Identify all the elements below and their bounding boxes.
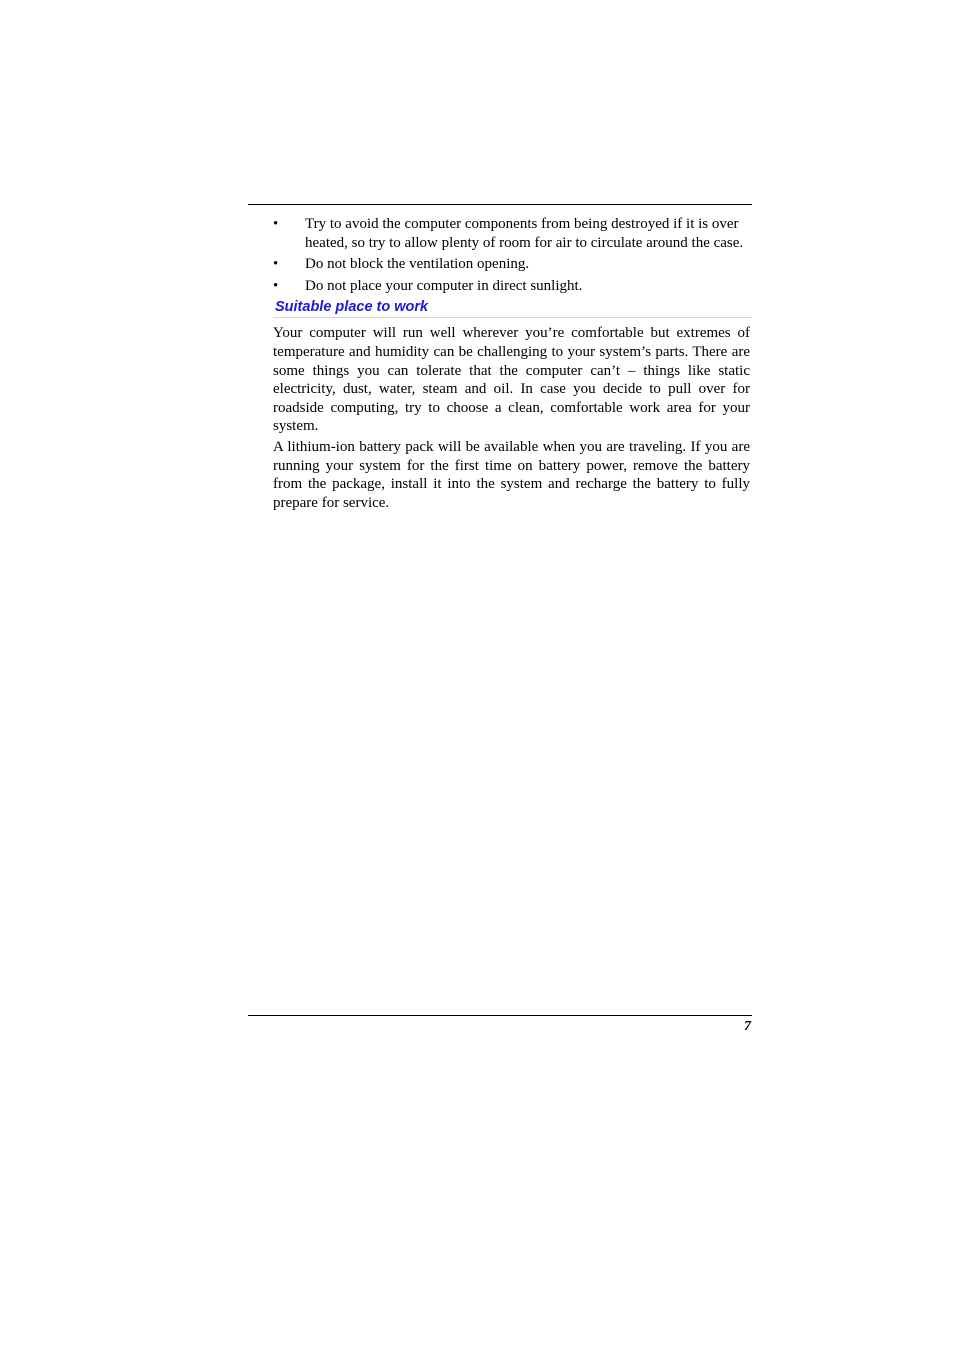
list-item-text: Try to avoid the computer components from being destroyed if it is over heated, so try to allow plenty of room for air to circulate around the case. xyxy=(305,216,744,251)
list-item xyxy=(273,255,750,274)
bullet-icon: • xyxy=(273,216,279,232)
page-number: 7 xyxy=(744,1019,751,1034)
list-item-text: Do not block the ventilation opening. xyxy=(305,256,530,273)
list-item xyxy=(273,215,750,252)
paragraph: A lithium-ion battery pack will be available when you are traveling. If you are running your system for the first time on battery power, remove the battery from the package, install it into the system and recharge the battery to fully prepare for service. xyxy=(273,438,750,511)
list-item-text: Do not place your computer in direct sunlight. xyxy=(305,277,583,294)
page-content xyxy=(273,215,750,512)
bullet-list xyxy=(273,215,750,295)
paragraph: Your computer will run well wherever you’re comfortable but extremes of temperature and humidity can be challenging to your system’s parts. There are some things you can tolerate that the computer can’t – things like static electricity, dust, water, steam and oil. In case you decide to pull over for roadside computing, try to choose a clean, comfortable work area for your system. xyxy=(273,325,750,435)
bullet-icon: • xyxy=(273,277,279,294)
section-heading: Suitable place to work xyxy=(273,298,752,318)
bullet-icon: • xyxy=(273,256,279,273)
header-rule xyxy=(248,204,752,205)
list-item xyxy=(273,277,750,296)
footer-rule xyxy=(248,1015,752,1016)
